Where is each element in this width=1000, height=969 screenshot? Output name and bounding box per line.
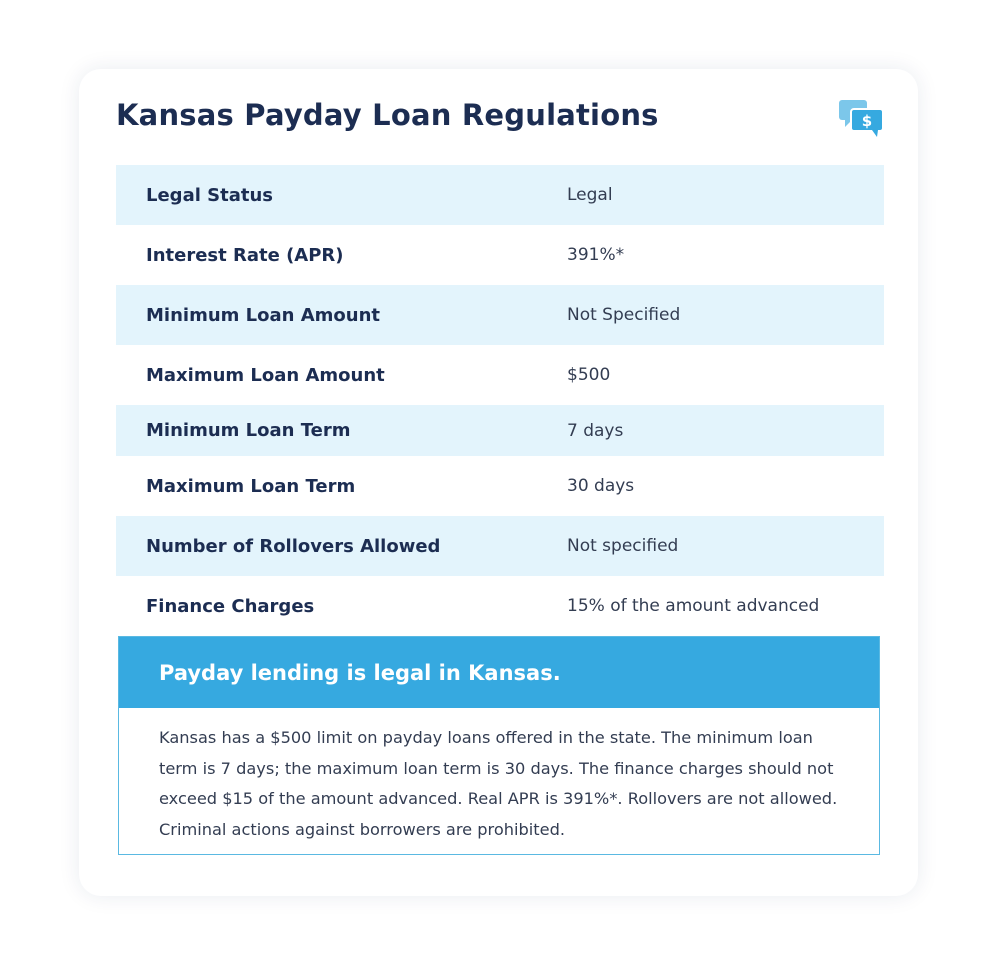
table-row bbox=[116, 165, 884, 225]
row-label: Legal Status bbox=[146, 184, 273, 206]
row-label: Maximum Loan Term bbox=[146, 475, 356, 497]
summary-callout bbox=[118, 636, 880, 855]
table-row bbox=[116, 405, 884, 456]
row-value: 391%* bbox=[567, 245, 625, 265]
row-value: 15% of the amount advanced bbox=[567, 596, 820, 616]
regulations-table bbox=[116, 165, 884, 636]
row-label: Minimum Loan Term bbox=[146, 420, 351, 441]
chat-dollar-icon bbox=[839, 98, 885, 138]
callout-body: Kansas has a $500 limit on payday loans offered in the state. The minimum loan term is 7 days; the maximum loan term is 30 days. The finance charges should not exceed $15 of the amount advanced. Real APR is 391%*. Rollovers are not allowed. Criminal actions against borrowers are prohibited. bbox=[159, 728, 838, 839]
row-value: $500 bbox=[567, 365, 611, 385]
row-value: Not Specified bbox=[567, 305, 681, 325]
svg-text:$: $ bbox=[861, 112, 873, 130]
table-row bbox=[116, 285, 884, 345]
table-row bbox=[116, 516, 884, 576]
row-label: Finance Charges bbox=[146, 595, 315, 617]
regulations-card bbox=[79, 69, 918, 896]
callout-header bbox=[119, 637, 879, 708]
table-row bbox=[116, 576, 884, 636]
table-row bbox=[116, 225, 884, 285]
table-row bbox=[116, 456, 884, 516]
callout-title: Payday lending is legal in Kansas. bbox=[159, 660, 561, 685]
row-label: Number of Rollovers Allowed bbox=[146, 535, 441, 557]
row-label: Interest Rate (APR) bbox=[146, 244, 344, 266]
row-value: Legal bbox=[567, 185, 613, 205]
row-value: Not specified bbox=[567, 536, 679, 556]
row-label: Maximum Loan Amount bbox=[146, 364, 385, 386]
row-label: Minimum Loan Amount bbox=[146, 304, 381, 326]
row-value: 7 days bbox=[567, 420, 624, 441]
table-row bbox=[116, 345, 884, 405]
page-title: Kansas Payday Loan Regulations bbox=[116, 98, 659, 132]
row-value: 30 days bbox=[567, 476, 635, 496]
